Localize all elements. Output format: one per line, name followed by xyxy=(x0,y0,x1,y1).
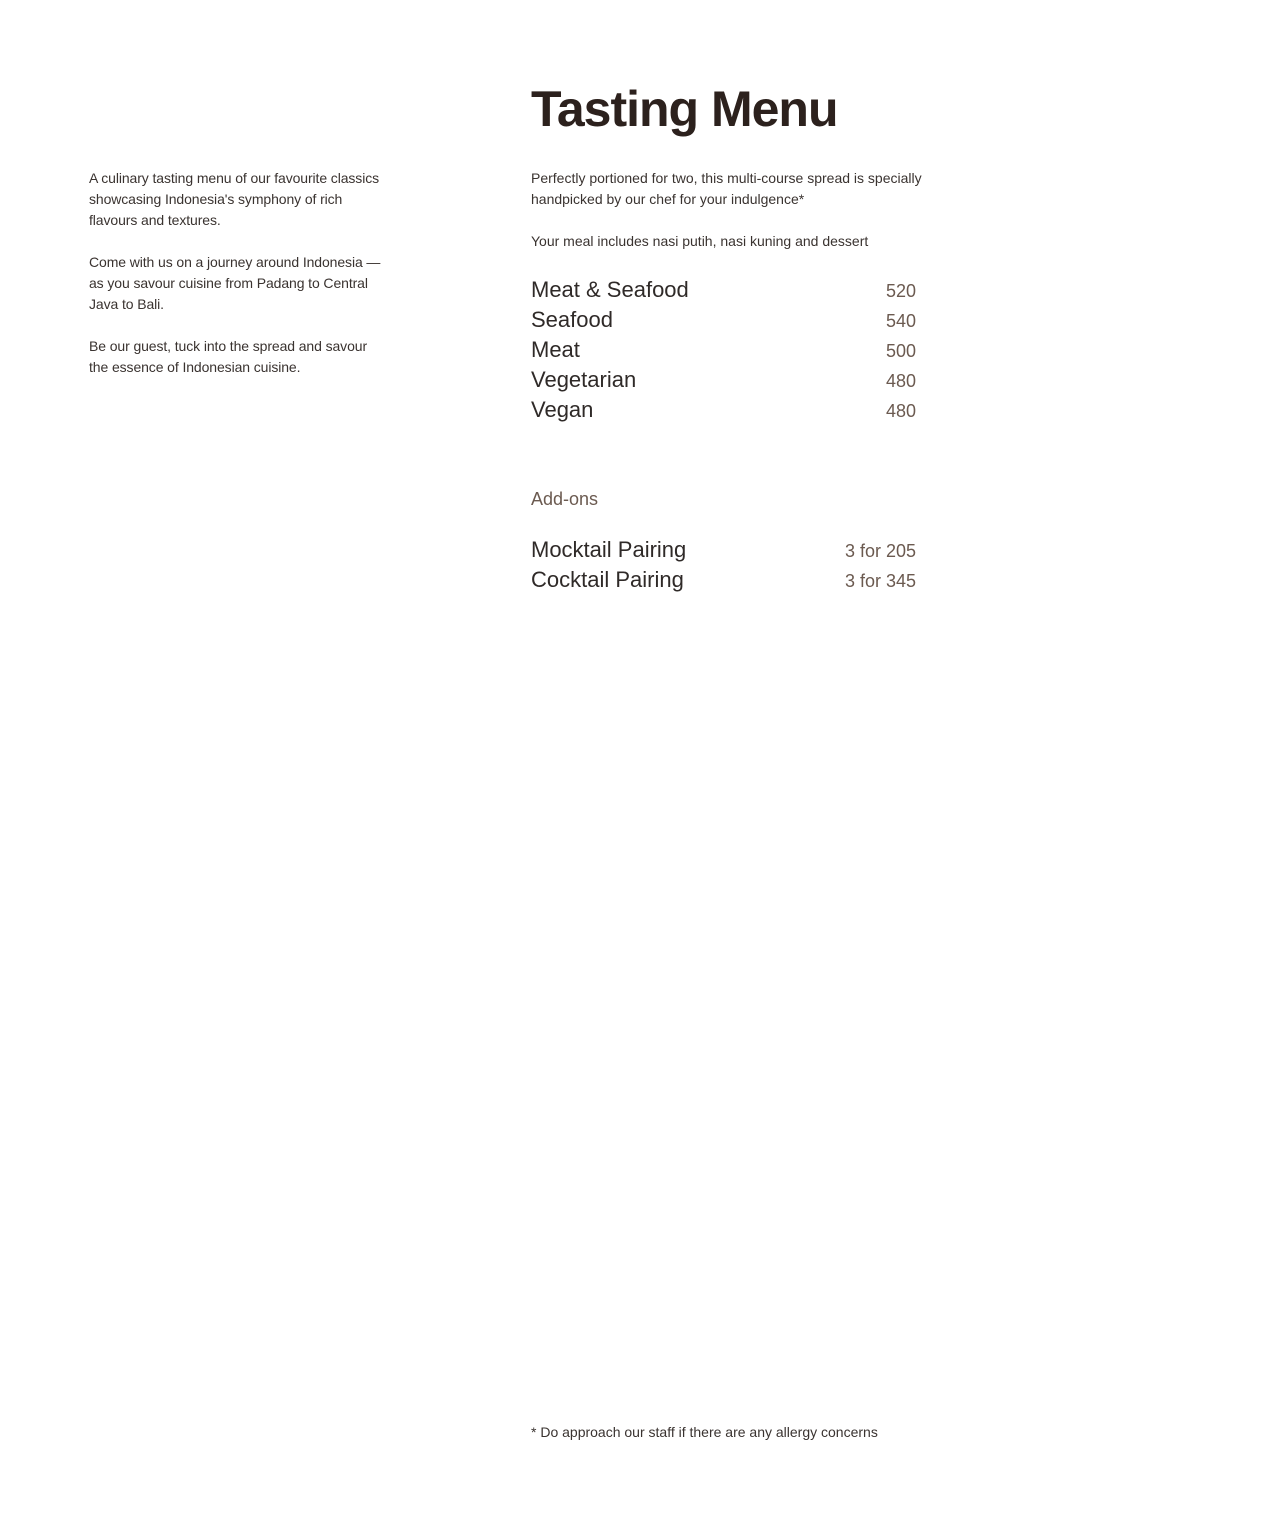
menu-intro xyxy=(531,168,931,273)
menu-item-price: 480 xyxy=(885,401,916,421)
description-paragraph-2: Come with us on a journey around Indonesia — as you savour cuisine from Padang to Central Java to Bali. xyxy=(89,254,381,312)
addon-item xyxy=(531,565,916,595)
addon-item-name: Cocktail Pairing xyxy=(531,567,684,592)
menu-item-name: Meat & Seafood xyxy=(531,277,689,302)
menu-item xyxy=(531,305,916,335)
menu-item-name: Seafood xyxy=(531,307,613,332)
addon-item-name: Mocktail Pairing xyxy=(531,537,687,562)
allergy-footnote: * Do approach our staff if there are any allergy concerns xyxy=(531,1424,878,1440)
addon-item xyxy=(531,535,916,565)
intro-paragraph-1: Perfectly portioned for two, this multi-course spread is specially handpicked by our chef for your indulgence* xyxy=(531,170,922,207)
menu-item xyxy=(531,395,916,425)
addons-heading: Add-ons xyxy=(531,489,599,509)
intro-paragraph-2: Your meal includes nasi putih, nasi kuning and dessert xyxy=(531,233,869,249)
menu-item-name: Meat xyxy=(531,337,580,362)
description-paragraph-1: A culinary tasting menu of our favourite classics showcasing Indonesia's symphony of rich flavours and textures. xyxy=(89,170,380,228)
addon-item-price: 3 for 205 xyxy=(844,541,916,561)
menu-item-name: Vegetarian xyxy=(531,367,637,392)
menu-item xyxy=(531,365,916,395)
page-title: Tasting Menu xyxy=(531,81,838,137)
tasting-menu-list xyxy=(531,275,916,425)
menu-item-price: 520 xyxy=(885,281,916,301)
left-description xyxy=(89,168,389,399)
menu-item-name: Vegan xyxy=(531,397,594,422)
menu-item xyxy=(531,335,916,365)
menu-item-price: 540 xyxy=(885,311,916,331)
description-paragraph-3: Be our guest, tuck into the spread and savour the essence of Indonesian cuisine. xyxy=(89,338,368,375)
addons-list xyxy=(531,535,916,595)
menu-item-price: 500 xyxy=(885,341,916,361)
menu-item xyxy=(531,275,916,305)
menu-item-price: 480 xyxy=(885,371,916,391)
addon-item-price: 3 for 345 xyxy=(844,571,916,591)
